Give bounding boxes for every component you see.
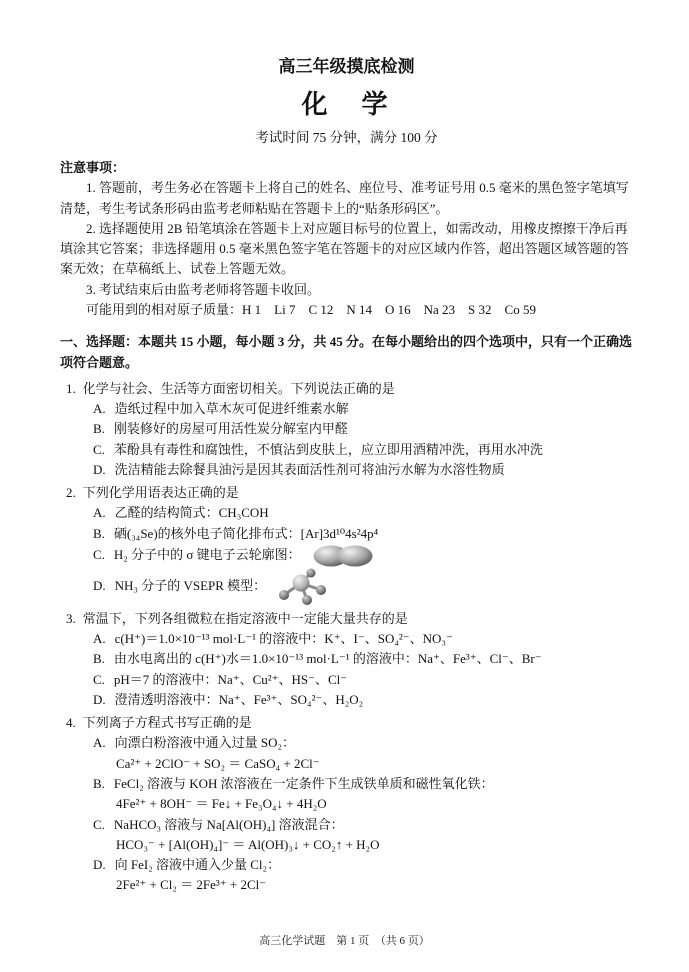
exam-title: 高三年级摸底检测 [278,57,415,76]
question-stem: 下列离子方程式书写正确的是 [82,715,252,731]
option-label: A. [93,735,106,751]
option-row [60,629,633,649]
nh3-vsepr-model-figure [277,568,331,606]
option-text: 澄清透明溶液中：Na⁺、Fe³⁺、SO₄²⁻、H₂O₂ [114,691,364,707]
option-label: D. [93,691,106,707]
option-text: 造纸过程中加入草木灰可促进纤维素水解 [114,401,349,417]
question-stem-row [60,483,633,503]
option-text: 向漂白粉溶液中通入过量 SO₂： [114,735,296,751]
option-text: NH₃ 分子的 VSEPR 模型： [114,577,267,593]
option-label: B. [93,776,105,792]
atomic-masses: 可能用到的相对原子质量：H 1 Li 7 C 12 N 14 O 16 Na 23 S 32 Co 59 [86,301,536,317]
option-label: D. [93,577,106,593]
option-text: 刚装修好的房屋可用活性炭分解室内甲醛 [113,421,348,437]
option-label: D. [93,461,106,477]
exam-info: 考试时间 75 分钟，满分 100 分 [255,130,438,146]
option-row [60,670,633,690]
option-label: D. [93,857,106,873]
option-row [60,524,633,544]
question-number: 2. [66,485,76,501]
option-label: A. [93,505,106,521]
question-3 [60,609,633,710]
question-number: 1. [66,380,76,396]
option-text: 苯酚具有毒性和腐蚀性，不慎沾到皮肤上，应立即用酒精冲洗，再用水冲洗 [113,441,543,457]
option-row [60,460,633,480]
option-label: C. [93,441,105,457]
question-1 [60,379,633,480]
notice-item-1: 1. 答题前，考生务必在答题卡上将自己的姓名、座位号、准考证号用 0.5 毫米的黑色签字笔填写清楚，考生考试条形码由监考老师粘贴在答题卡上的“贴条形码区”。 [60,180,629,216]
option-row [60,399,633,419]
option-text: NaHCO₃ 溶液与 Na[Al(OH)₄] 溶液混合： [113,816,344,832]
option-row [60,568,633,606]
question-4 [60,713,633,895]
option-text: 硒(₃₄Se)的核外电子简化排布式：[Ar]3d¹⁰4s²4p⁴ [113,525,379,541]
question-stem: 常温下，下列各组微粒在指定溶液中一定能大量共存的是 [82,610,408,626]
option-label: A. [93,401,106,417]
question-stem-row [60,609,633,629]
option-text: 洗洁精能去除餐具油污是因其表面活性剂可将油污水解为水溶性物质 [114,461,505,477]
question-2 [60,483,633,606]
option-text: 由水电离出的 c(H⁺)水＝1.0×10⁻¹³ mol·L⁻¹ 的溶液中：Na⁺、Fe³⁺、Cl⁻、Br⁻ [113,651,542,667]
option-text: H₂ 分子中的 σ 键电子云轮廓图： [113,546,301,562]
option-row [60,855,633,875]
question-number: 4. [66,715,76,731]
question-stem: 下列化学用语表达正确的是 [82,485,239,501]
option-label: C. [93,546,105,562]
option-row [60,733,633,753]
option-row [60,544,633,568]
question-stem-row [60,713,633,733]
option-equation: 2Fe²⁺ + Cl₂ ＝ 2Fe³⁺ + 2Cl⁻ [116,877,267,893]
option-row [60,690,633,710]
option-label: B. [93,421,105,437]
notice-header: 注意事项： [60,160,126,176]
subject-title: 化 学 [301,89,392,119]
option-equation: HCO₃⁻ + [Al(OH)₄]⁻ ＝ Al(OH)₃↓ + CO₂↑ + H₂O [116,836,380,852]
option-label: C. [93,816,105,832]
section-header: 一、选择题：本题共 15 小题，每小题 3 分，共 45 分。在每小题给出的四个选项中，只有一个正确选项符合题意。 [60,334,633,370]
notice-item-2: 2. 选择题使用 2B 铅笔填涂在答题卡上对应题目标号的位置上，如需改动，用橡皮擦擦干净后再填涂其它答案；非选择题用 0.5 毫米黑色签字笔在答题卡的对应区域内作答，超出答题区域答题的答案无效；在草稿纸上、试卷上答题无效。 [60,220,629,277]
option-label: B. [93,525,105,541]
option-text: 向 FeI₂ 溶液中通入少量 Cl₂： [114,857,281,873]
option-text: 乙醛的结构简式：CH₃COH [114,505,269,521]
notice-item-3: 3. 考试结束后由监考老师将答题卡收回。 [86,281,321,297]
option-row [60,815,633,835]
page-footer: 高三化学试题 第 1 页 （共 6 页） [259,934,430,947]
option-equation: 4Fe²⁺ + 8OH⁻ ＝ Fe↓ + Fe₃O₄↓ + 4H₂O [116,796,327,812]
option-label: B. [93,651,105,667]
option-row [60,419,633,439]
option-label: A. [93,631,106,647]
option-label: C. [93,671,105,687]
option-row [60,440,633,460]
question-stem: 化学与社会、生活等方面密切相关。下列说法正确的是 [82,380,395,396]
sigma-bond-electron-cloud-figure [312,544,374,568]
option-text: pH＝7 的溶液中：Na⁺、Cu²⁺、HS⁻、Cl⁻ [113,671,348,687]
question-stem-row [60,379,633,399]
option-equation: Ca²⁺ + 2ClO⁻ + SO₂ ＝ CaSO₄ + 2Cl⁻ [116,755,320,771]
option-row [60,774,633,794]
question-number: 3. [66,610,76,626]
option-text: c(H⁺)＝1.0×10⁻¹³ mol·L⁻¹ 的溶液中：K⁺、I⁻、SO₄²⁻、NO₃⁻ [114,631,453,647]
option-text: FeCl₂ 溶液与 KOH 浓溶液在一定条件下生成铁单质和磁性氧化铁： [113,776,494,792]
option-row [60,503,633,523]
option-row [60,649,633,669]
